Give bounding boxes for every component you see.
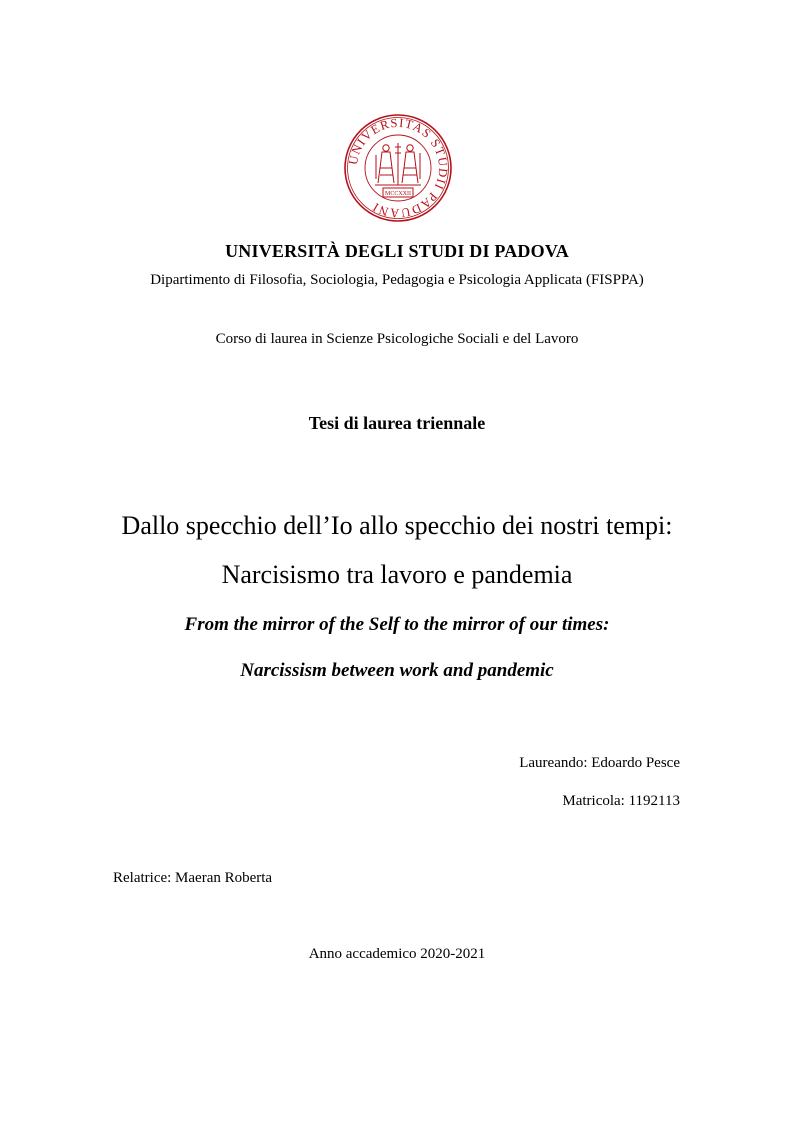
student-id: Matricola: 1192113	[562, 793, 680, 809]
seal-ring-text: UNIVERSITAS STUDII PADUANI	[345, 115, 451, 221]
thesis-type: Tesi di laurea triennale	[308, 413, 486, 433]
university-name: UNIVERSITÀ DEGLI STUDI DI PADOVA	[225, 241, 569, 261]
supervisor-name: Relatrice: Maeran Roberta	[113, 870, 273, 886]
graduand-name: Laureando: Edoardo Pesce	[519, 755, 680, 771]
university-seal-icon	[343, 113, 453, 223]
title-english-line-2: Narcissism between work and pandemic	[240, 660, 554, 681]
title-italian-line-2: Narcisismo tra lavoro e pandemia	[221, 560, 573, 589]
course-name: Corso di laurea in Scienze Psicologiche Sociali e del Lavoro	[215, 331, 579, 347]
seal-date-text: MCCXXII	[384, 191, 412, 197]
academic-year: Anno accademico 2020-2021	[308, 946, 486, 962]
title-italian-line-1: Dallo specchio dell’Io allo specchio dei nostri tempi:	[121, 511, 673, 540]
title-english-line-1: From the mirror of the Self to the mirror of our times:	[184, 614, 610, 635]
seal-figures	[375, 143, 421, 197]
department-name: Dipartimento di Filosofia, Sociologia, Pedagogia e Psicologia Applicata (FISPPA)	[150, 272, 644, 288]
